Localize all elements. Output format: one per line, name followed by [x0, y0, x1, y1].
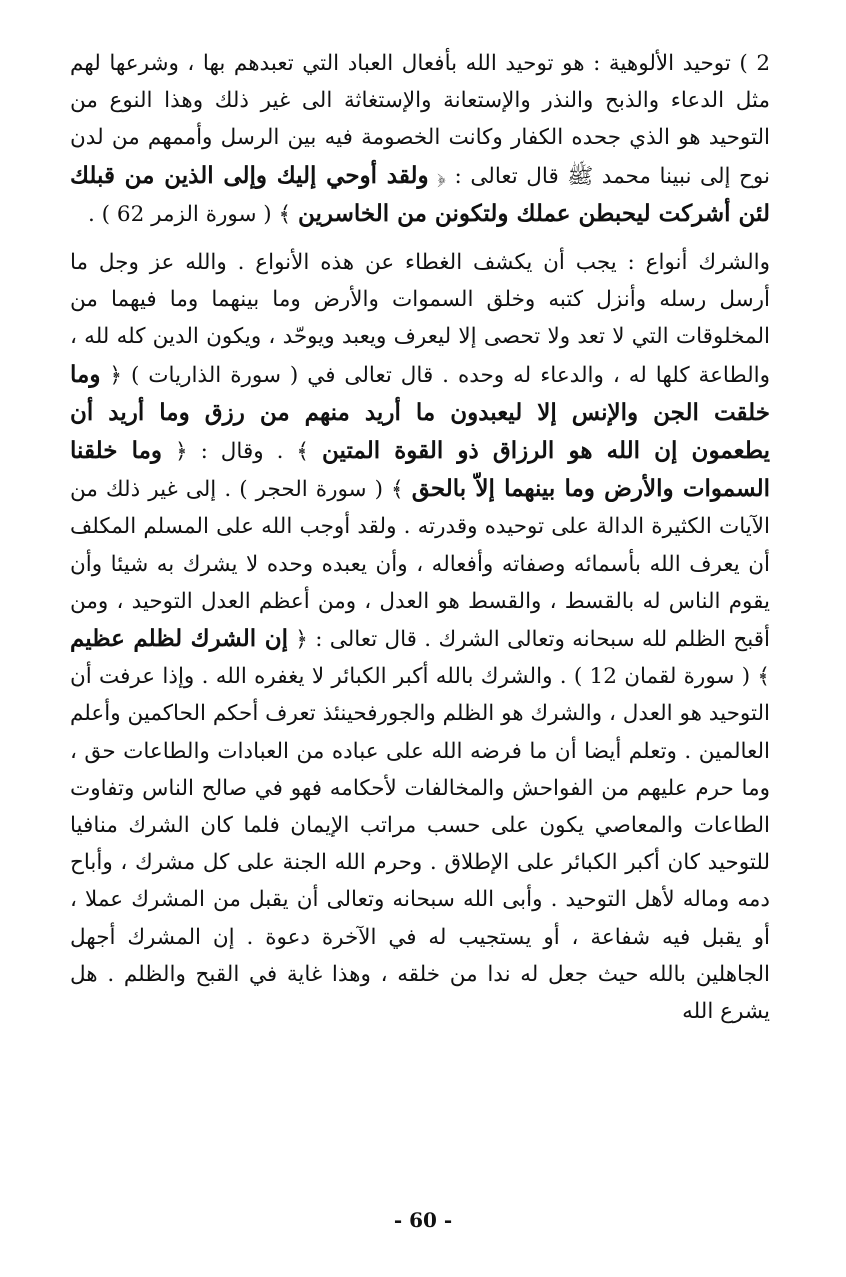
body-text: ﴾ ( سورة لقمان 12 ) . والشرك بالله أكبر الكبائر لا يغفره الله . وإذا عرفت أن التوحيد هو العدل ، والشرك هو الظلم والجورفحينئذ تعرف أحكم الحاكمين وأعلم العالمين . وتعلم أيضا أن ما فرضه الله على عباده من العبادات والطاعات حق ، وما حرم عليهم من الفواحش والمخالفات لأحكامه فهو في صالح الناس وتفاوت الطاعات والمعاصي يكون على حسب مراتب الإيمان فلما كان الشرك منافيا للتوحيد كان أكبر الكبائر على الإطلاق . وحرم الله الجنة على كل مشرك ، وأباح دمه وماله لأهل التوحيد . وأبى الله سبحانه وتعالى أن يقبل من المشرك عملا ، أو يقبل فيه شفاعة ، أو يستجيب له في الآخرة دعوة . إن المشرك أجهل الجاهلين بالله حيث جعل له ندا من خلقه ، وهذا غاية في القبح والظلم . هل يشرع الله: [70, 664, 770, 1025]
body-text: ﴾ ( سورة الزمر 62 ) .: [88, 201, 298, 227]
paragraph-tawhid-uluhiyya: [70, 45, 770, 233]
quran-verse-text: وما خلقت الجن والإنس إلا ليعبدون ما أريد منهم من رزق وما أريد أن يطعمون إن الله هو الرزاق ذو القوة المتين: [70, 360, 770, 465]
body-text: ﴾ . وقال : ﴿: [162, 439, 323, 465]
page-body: [70, 45, 770, 1225]
paragraph-shirk-types: [70, 244, 770, 1030]
body-text: والشرك أنواع : يجب أن يكشف الغطاء عن هذه الأنواع . والله عز وجل ما أرسل رسله وأنزل كتبه وخلق السموات والأرض وما بينهما وما فيهما من المخلوقات التي لا تعد ولا تحصى إلا ليعرف ويعبد ويوحّد ، ويكون الدين كله لله ، والطاعة كلها له ، والدعاء له وحده . قال تعالى في ( سورة الذاريات ) ﴿: [70, 250, 770, 388]
body-text: 2 ) توحيد الألوهية : هو توحيد الله بأفعال العباد التي تعبدهم بها ، وشرعها لهم مثل الدعاء والذبح والنذر والإستعانة والإستغاثة الى غير ذلك وهذا النوع من التوحيد هو الذي جحده الكفار وكانت الخصومة فيه بين الرسل وأممهم من لدن نوح إلى نبينا محمد ﷺ قال تعالى : ﴿: [70, 51, 770, 189]
quran-verse-text: وما خلقنا السموات والأرض وما بينهما إلاّ بالحق: [70, 437, 770, 503]
body-text: ﴾ ( سورة الحجر ) . إلى غير ذلك من الآيات الكثيرة الدالة على توحيده وقدرته . ولقد أوجب الله على المسلم المكلف أن يعرف الله بأسمائه وصفاته وأفعاله ، وأن يعبده وحده لا يشرك به شيئا وأن يقوم الناس له بالقسط ، والقسط هو العدل ، ومن أعظم العدل التوحيد ، ومن أقبح الظلم لله سبحانه وتعالى الشرك . قال تعالى : ﴿: [70, 477, 770, 653]
page-number: - 60 -: [393, 1208, 453, 1232]
quran-verse-text: إن الشرك لظلم عظيم: [70, 625, 288, 653]
quran-verse-text: ولقد أوحي إليك وإلى الذين من قبلك لئن أشركت ليحبطن عملك ولتكونن من الخاسرين: [70, 161, 770, 227]
